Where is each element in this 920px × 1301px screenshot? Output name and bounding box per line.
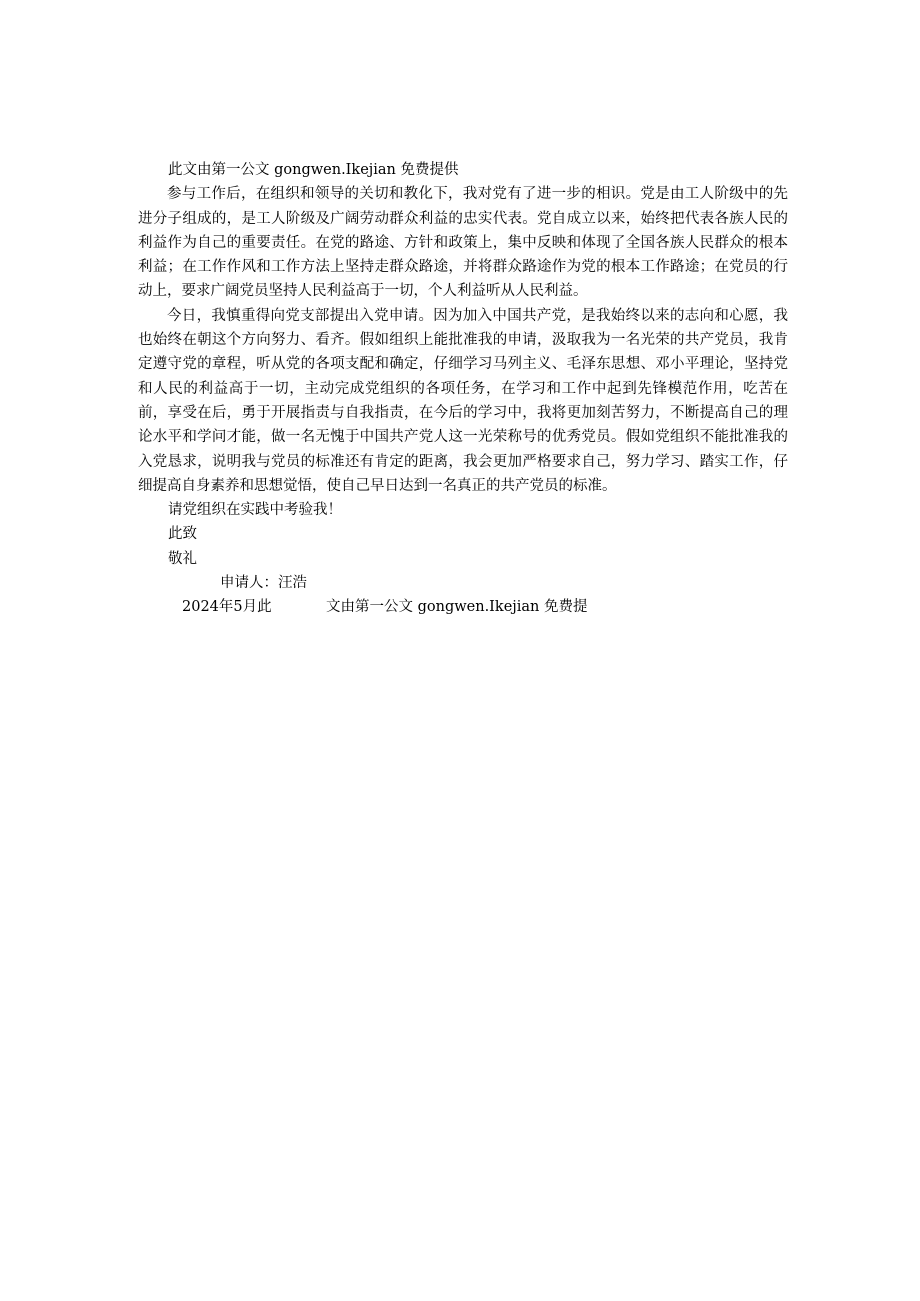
paragraph-2: 今日，我慎重得向党支部提出入党申请。因为加入中国共产党，是我始终以来的志向和心愿，我也始终在朝这个方向努力、看齐。假如组织上能批准我的申请，汲取我为一名光荣的共产党员，我肯定遵守党的章程，听从党的各项支配和确定，仔细学习马列主义、毛泽东思想、邓小平理论，坚持党和人民的利益高于一切，主动完成党组织的各项任务，在学习和工作中起到先锋模范作用，吃苦在前，享受在后，勇于开展指责与自我指责，在今后的学习中，我将更加刻苦努力，不断提高自己的理论水平和学问才能，做一名无愧于中国共产党人这一光荣称号的优秀党员。假如党组织不能批准我的入党恳求，说明我与党员的标准还有肯定的距离，我会更加严格要求自己，努力学习、踏实工作，仔细提高自身素养和思想觉悟，使自己早日达到一名真正的共产党员的标准。 [138, 307, 788, 494]
document-page [138, 158, 788, 620]
date: 2024年5月此 [182, 599, 272, 616]
footer-line [138, 595, 788, 619]
salutation-2: 敬礼 [168, 550, 197, 567]
paragraph-1: 参与工作后，在组织和领导的关切和教化下，我对党有了进一步的相识。党是由工人阶级中的先进分子组成的，是工人阶级及广阔劳动群众利益的忠实代表。党自成立以来，始终把代表各族人民的利益作为自己的重要责任。在党的路途、方针和政策上，集中反映和体现了全国各族人民群众的根本利益；在工作作风和工作方法上坚持走群众路途，并将群众路途作为党的根本工作路途；在党员的行动上，要求广阔党员坚持人民利益高于一切，个人利益听从人民利益。 [138, 186, 788, 300]
applicant-signature: 申请人：汪浩 [220, 575, 307, 592]
source-note-bottom: 文由第一公文 gongwen.Ikejian 免费提 [326, 599, 588, 616]
source-note-top: 此文由第一公文 gongwen.Ikejian 免费提供 [168, 162, 459, 178]
salutation-1: 此致 [168, 526, 197, 543]
closing-request: 请党组织在实践中考验我！ [168, 502, 342, 519]
